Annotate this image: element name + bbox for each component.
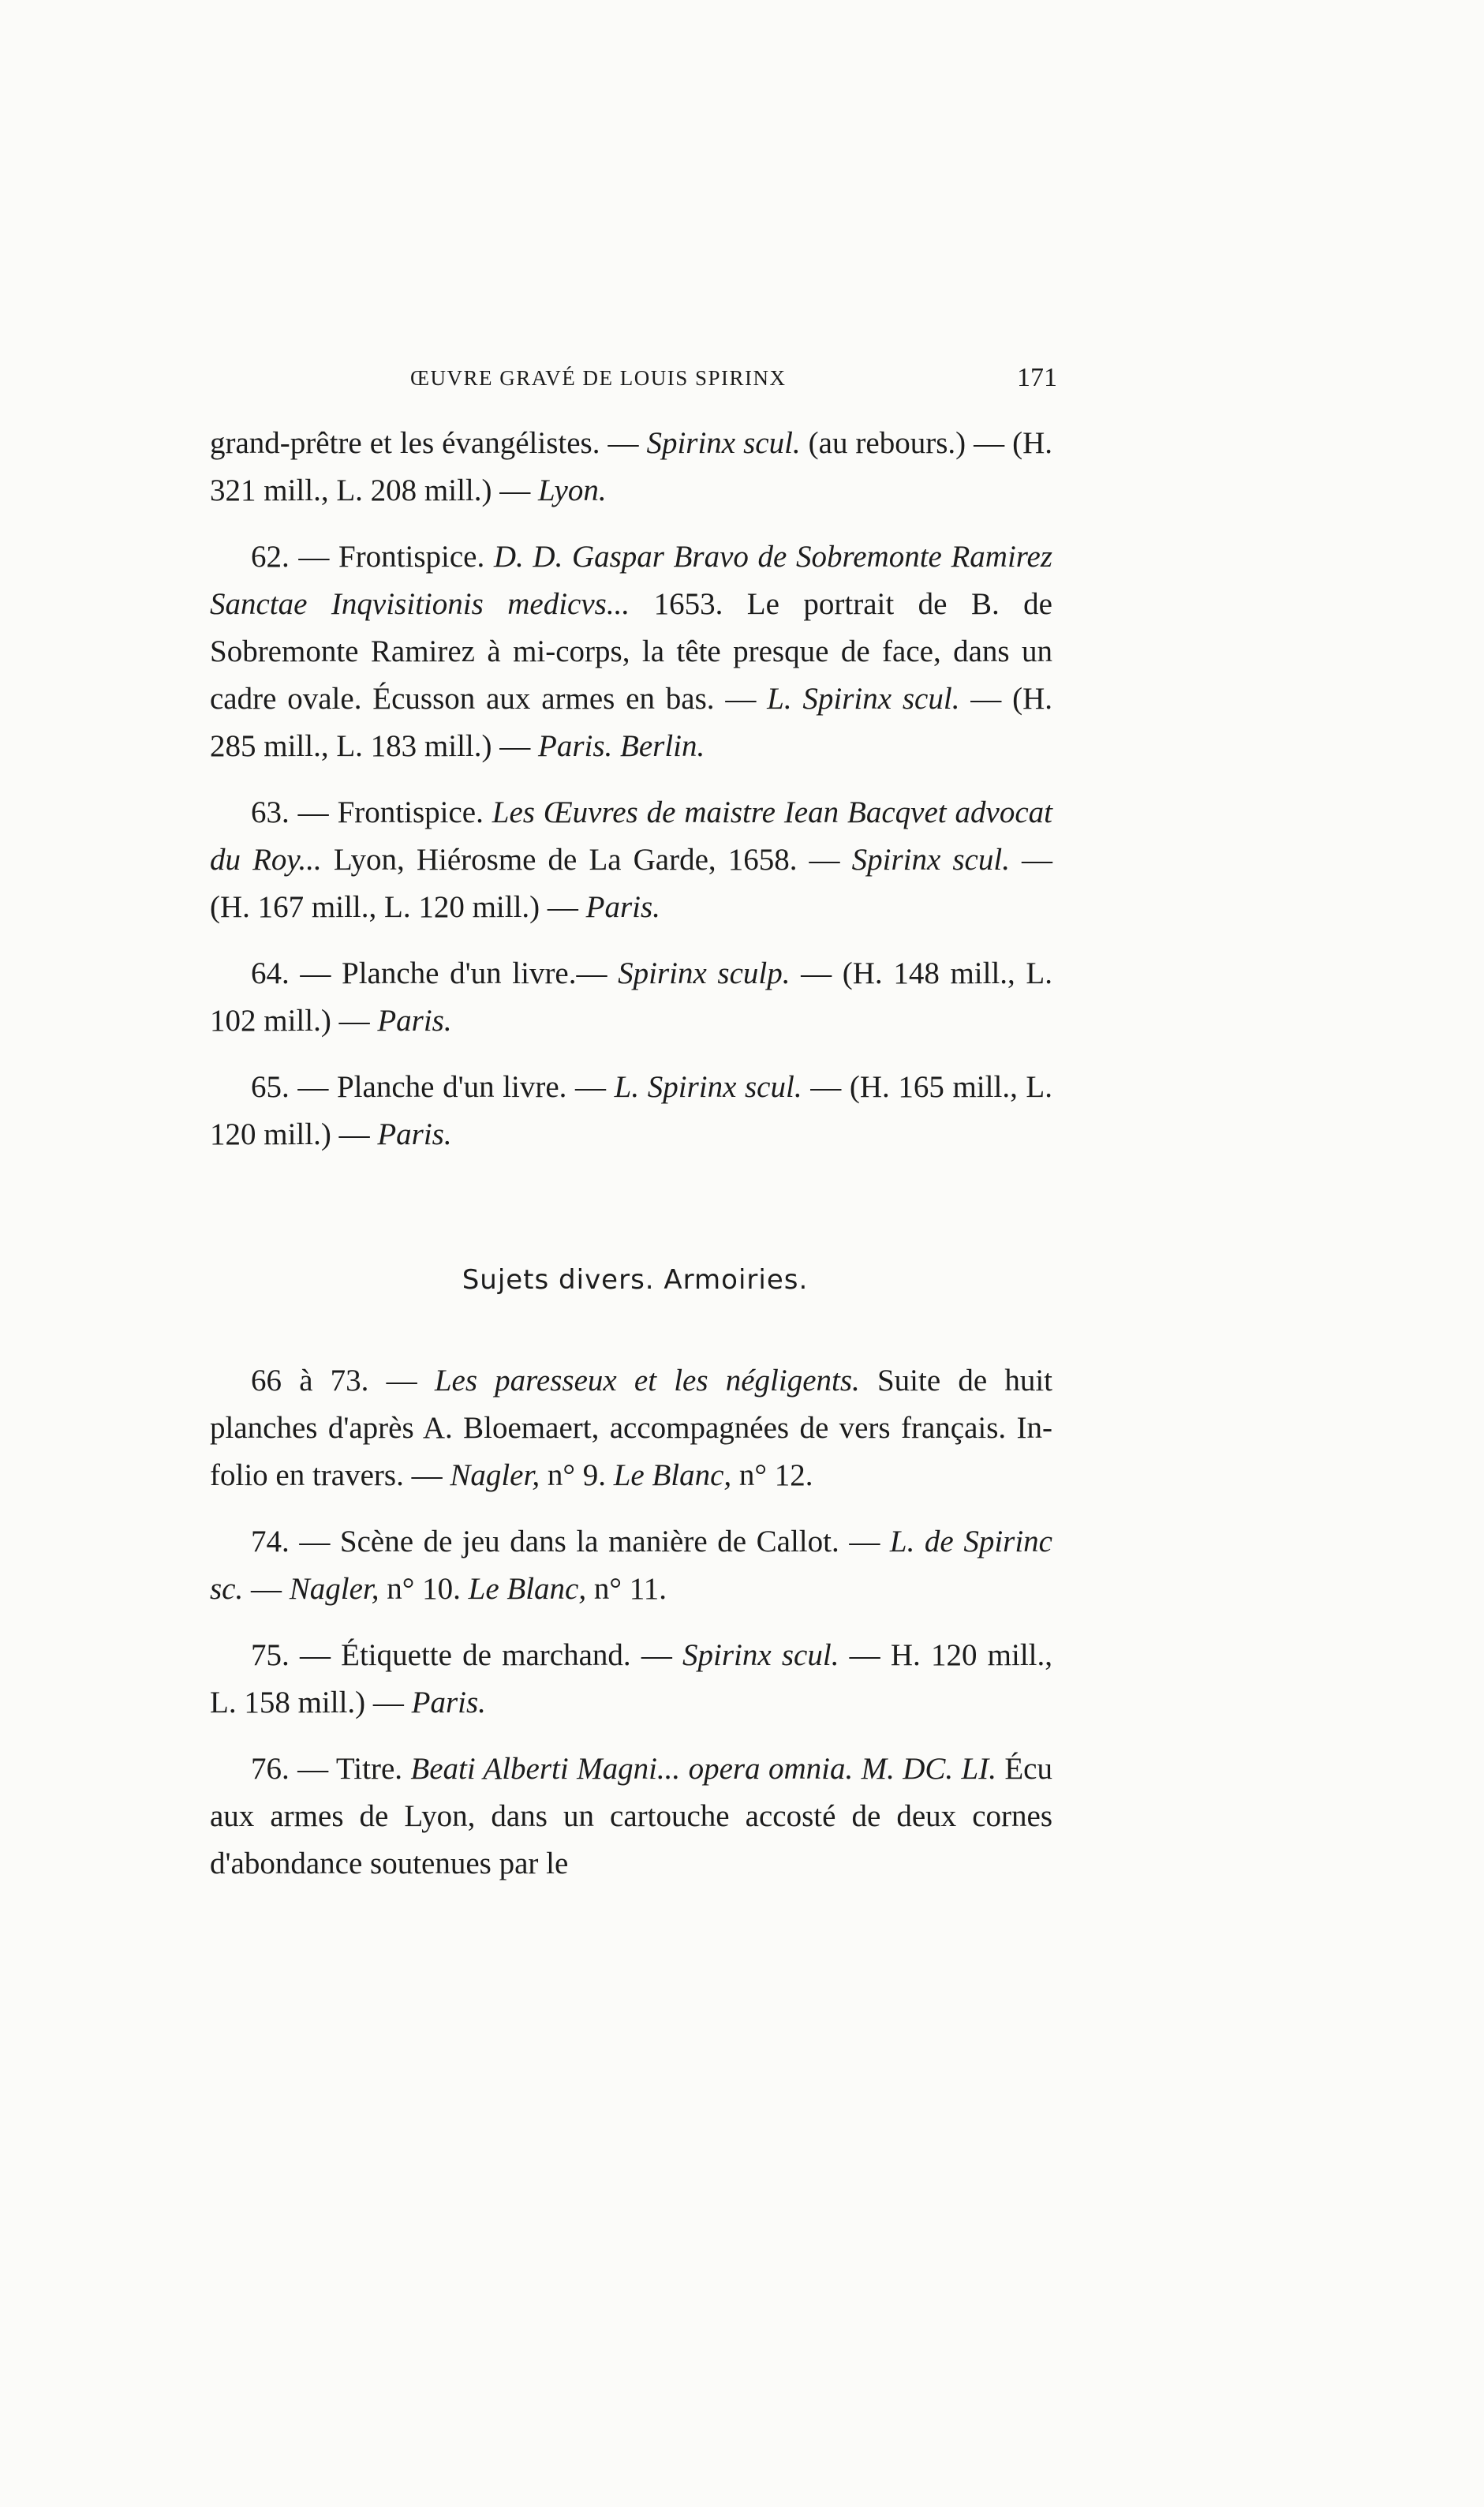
entry-75: 75. — Étiquette de marchand. — Spirinx scul. — H. 120 mill., L. 158 mill.) — Paris. xyxy=(210,1638,1052,1719)
entry-62: 62. — Frontispice. D. D. Gaspar Bravo de Sobremonte Ramirez Sanctae Inqvisitionis medicvs... 1653. Le portrait de B. de Sobremonte Ramirez à mi-corps, la tête presque de face, dans un cadre ovale. Écusson aux armes en bas. — L. Spirinx scul. — (H. 285 mill., L. 183 mill.) — Paris. Berlin. xyxy=(210,540,1053,763)
entry-76: 76. — Titre. Beati Alberti Magni... opera omnia. M. DC. LI. Écu aux armes de Lyon, dans un cartouche accosté de deux cornes d'abondance soutenues par le xyxy=(210,1752,1052,1880)
entry-64: 64. — Planche d'un livre.— Spirinx sculp. — (H. 148 mill., L. 102 mill.) — Paris. xyxy=(210,956,1053,1038)
entry-74: 74. — Scène de jeu dans la manière de Callot. — L. de Spirinc sc. — Nagler, n° 10. Le Blanc, n° 11. xyxy=(210,1525,1052,1606)
entry-65: 65. — Planche d'un livre. — L. Spirinx scul. — (H. 165 mill., L. 120 mill.) — Paris. xyxy=(210,1070,1053,1151)
page-number: 171 xyxy=(1017,363,1057,392)
page-header xyxy=(213,363,1057,398)
entry-61-continuation: grand-prêtre et les évangélistes. — Spirinx scul. (au rebours.) — (H. 321 mill., L. 208 mill.) — Lyon. xyxy=(210,426,1052,507)
running-title: ŒUVRE GRAVÉ DE LOUIS SPIRINX xyxy=(410,366,787,390)
catalogue-entries-top xyxy=(210,420,1052,1177)
catalogue-entries-bottom xyxy=(210,1357,1052,1906)
section-heading: Sujets divers. Armoiries. xyxy=(462,1264,809,1296)
entry-63: 63. — Frontispice. Les Œuvres de maistre Iean Bacqvet advocat du Roy... Lyon, Hiérosme de La Garde, 1658. — Spirinx scul. — (H. 167 mill., L. 120 mill.) — Paris. xyxy=(210,795,1053,924)
entry-66-73: 66 à 73. — Les paresseux et les négligents. Suite de huit planches d'après A. Bloemaert, accompagnées de vers français. In-folio en travers. — Nagler, n° 9. Le Blanc, n° 12. xyxy=(210,1364,1052,1492)
